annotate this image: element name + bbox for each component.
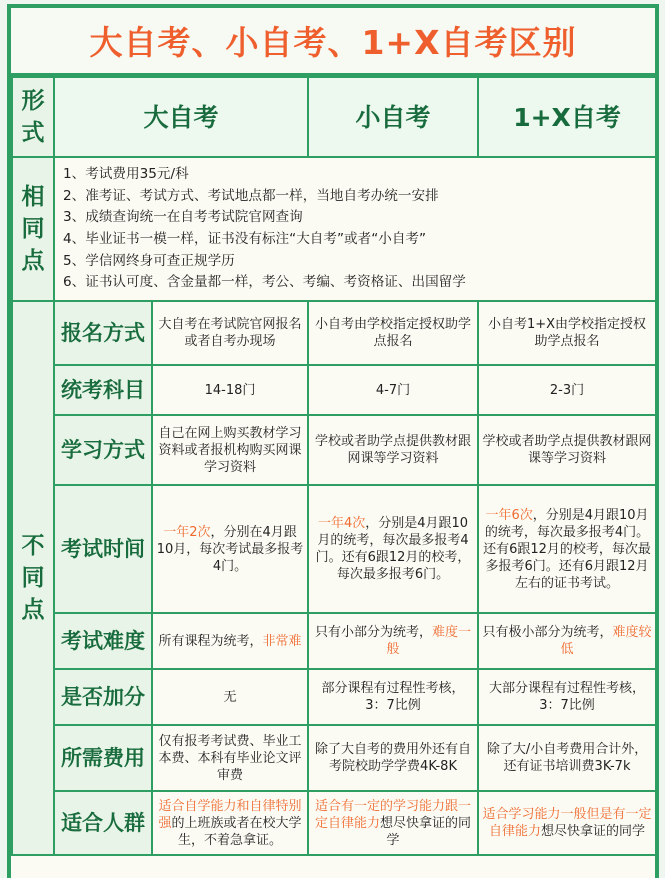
cell-1x: [478, 415, 656, 485]
cell-text: ，分别是4月跟10月的统考，每次最多报考4门。还有6跟12月的校考，每次最多报考6门。还有6月跟12月左右的证书考试。: [483, 507, 651, 591]
highlight-text: 适合有一定的学习能力跟一定自律能力: [315, 798, 472, 831]
cell-text: 想尽快拿证的同学: [541, 824, 646, 839]
cell-text: 只有极小部分为统考，: [482, 625, 613, 640]
table-row: [12, 613, 656, 669]
cell-1x: [478, 613, 656, 669]
cell-text: 所有课程为统考，: [158, 633, 263, 649]
same-point: 5、学信网终身可查正规学历: [63, 252, 235, 269]
header-xiao-zikao: 小自考: [308, 77, 478, 157]
cell-1x: [478, 791, 656, 855]
header-row: [12, 77, 656, 157]
cell-text: 学校或者助学点提供教材跟网课等学习资料: [315, 434, 472, 466]
cell-da: [152, 301, 308, 365]
comparison-table: [11, 76, 657, 856]
table-row: [12, 485, 656, 613]
cell-xiao: [308, 301, 478, 365]
cell-text: 仅有报考考试费、毕业工本费、本科有毕业论文评审费: [158, 733, 302, 783]
form-label-text: 形 式: [21, 88, 45, 146]
cell-text: 除了大自考的费用外还有自考院校助学学费4K-8K: [315, 742, 472, 774]
cell-text: ，分别是4月跟10月的统考，每次最多报考4门。还有6跟12月的校考，每次最多报考6门。: [315, 516, 471, 582]
same-point: 1、考试费用35元/科: [63, 166, 189, 183]
page-title: 大自考、小自考、1+X自考区别: [11, 8, 655, 76]
cell-text: 学校或者助学点提供教材跟网课等学习资料: [482, 434, 652, 466]
same-label-text: 相 同 点: [21, 184, 45, 274]
highlight-text: 难度一般: [386, 625, 472, 657]
cell-text: 4-7门: [375, 382, 411, 398]
comparison-sheet: [7, 4, 659, 878]
row-label: 报名方式: [54, 301, 152, 365]
row-label: 考试时间: [54, 485, 152, 613]
cell-text: 小自考由学校指定授权助学点报名: [315, 317, 472, 349]
same-point: 6、证书认可度、含金量都一样，考公、考编、考资格证、出国留学: [63, 274, 466, 291]
cell-xiao: [308, 365, 478, 415]
table-row: [12, 669, 656, 725]
form-label: [12, 77, 54, 157]
header-da-zikao: 大自考: [54, 77, 308, 157]
cell-text: 的上班族或者在校大学生，不着急拿证。: [171, 815, 302, 848]
cell-da: [152, 485, 308, 613]
cell-1x: [478, 485, 656, 613]
cell-1x: [478, 365, 656, 415]
row-label: 学习方式: [54, 415, 152, 485]
highlight-text: 非常难: [262, 633, 302, 649]
cell-da: [152, 415, 308, 485]
same-points-list: [54, 157, 656, 301]
cell-text: 除了大/小自考费用合计外，还有证书培训费3K-7k: [486, 742, 648, 774]
cell-1x: [478, 301, 656, 365]
row-label: 是否加分: [54, 669, 152, 725]
highlight-text: 一年6次: [485, 507, 533, 523]
cell-text: 大部分课程有过程性考核，3：7比例: [489, 681, 646, 713]
row-label: 考试难度: [54, 613, 152, 669]
same-point: 3、成绩查询统一在自考考试院官网查询: [63, 209, 303, 226]
highlight-text: 一年4次: [317, 516, 366, 531]
cell-text: 自己在网上购买教材学习资料或者报机构购买网课学习资料: [158, 425, 302, 475]
same-points-row: [12, 157, 656, 301]
cell-text: 想尽快拿证的同学: [380, 815, 472, 848]
highlight-text: 适合自学能力和自律特别强: [158, 798, 302, 831]
row-label: 统考科目: [54, 365, 152, 415]
same-label: [12, 157, 54, 301]
cell-text: ，分别在4月跟10月，每次考试最多报考4门。: [156, 524, 304, 574]
cell-1x: [478, 725, 656, 791]
cell-da: [152, 365, 308, 415]
cell-da: [152, 725, 308, 791]
cell-text: 无: [223, 689, 237, 705]
row-label: 适合人群: [54, 791, 152, 855]
cell-da: [152, 613, 308, 669]
cell-xiao: [308, 725, 478, 791]
table-row: [12, 725, 656, 791]
same-point: 2、准考证、考试方式、考试地点都一样，当地自考办统一安排: [63, 187, 439, 204]
cell-text: 只有小部分为统考，: [315, 625, 433, 640]
table-row: [12, 415, 656, 485]
cell-text: 14-18门: [204, 382, 256, 398]
diff-label: [12, 301, 54, 855]
highlight-text: 一年2次: [163, 524, 211, 540]
table-row: [12, 301, 656, 365]
cell-text: 小自考1+X由学校指定授权助学点报名: [487, 317, 647, 349]
cell-text: 部分课程有过程性考核，3：7比例: [321, 681, 465, 713]
cell-xiao: [308, 415, 478, 485]
header-1x-zikao: 1+X自考: [478, 77, 656, 157]
cell-xiao: [308, 485, 478, 613]
table-row: [12, 365, 656, 415]
cell-xiao: [308, 791, 478, 855]
highlight-text: 适合学习能力一般但是有一定自律能力: [482, 807, 652, 839]
diff-label-text: 不 同 点: [21, 533, 45, 623]
cell-xiao: [308, 613, 478, 669]
same-point: 4、毕业证书一模一样，证书没有标注“大自考”或者“小自考”: [63, 231, 427, 247]
cell-da: [152, 791, 308, 855]
cell-text: 2-3门: [549, 382, 585, 398]
table-row: [12, 791, 656, 855]
highlight-text: 难度较低: [560, 625, 652, 657]
cell-1x: [478, 669, 656, 725]
cell-text: 大自考在考试院官网报名或者自考办现场: [158, 317, 302, 349]
cell-da: [152, 669, 308, 725]
row-label: 所需费用: [54, 725, 152, 791]
cell-xiao: [308, 669, 478, 725]
